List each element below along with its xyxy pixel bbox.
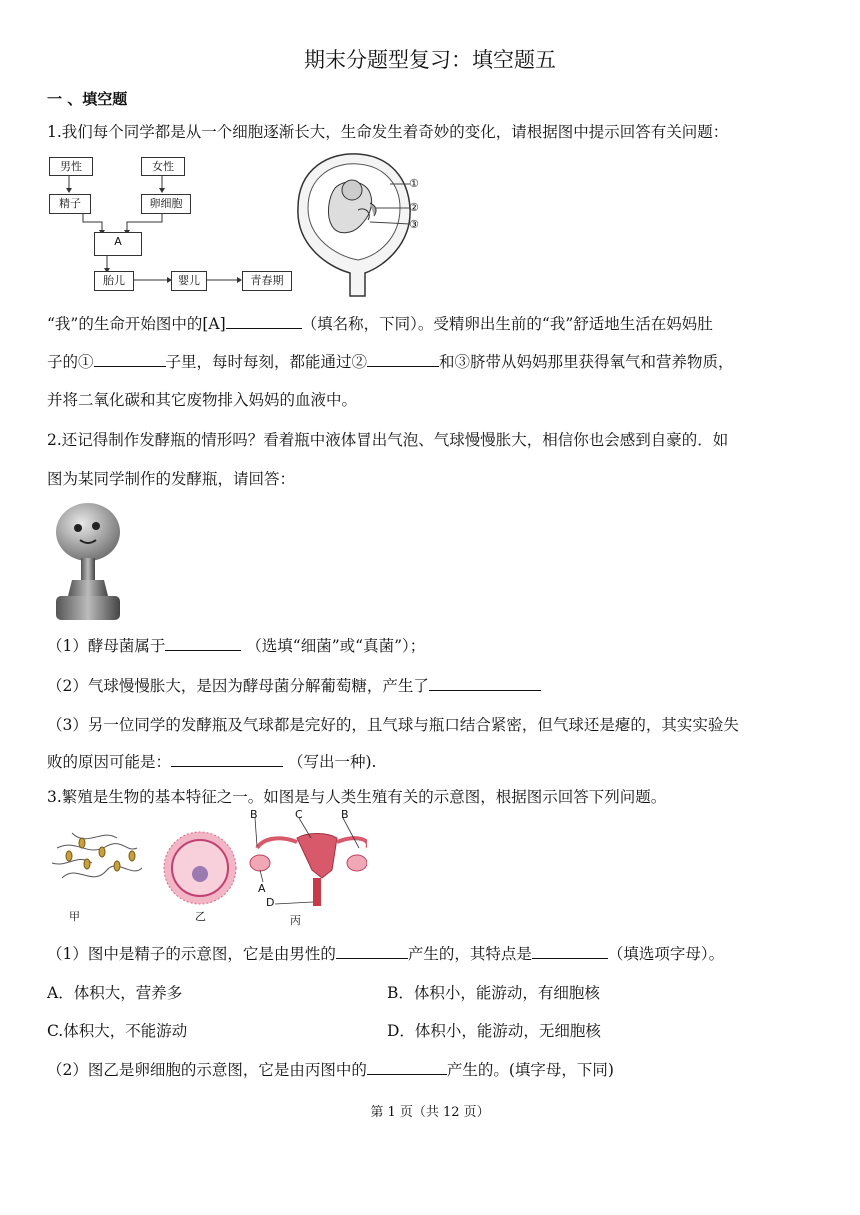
q1-blank-1 [94, 352, 166, 367]
q1-text-2a: 子的① [47, 353, 94, 371]
q3-text-2a: （2）图乙是卵细胞的示意图，它是由丙图中的 [47, 1061, 367, 1079]
q1-blank-a [226, 314, 302, 329]
q1-blank-2 [367, 352, 439, 367]
q2-text-1b: （选填“细菌”或“真菌”）； [241, 637, 426, 655]
q2-sub3: （3）另一位同学的发酵瓶及气球都是完好的，且气球与瓶口结合紧密，但气球还是瘪的，其实实验失 [47, 716, 739, 734]
q1-text-2c: 和③脐带从妈妈那里获得氧气和营养物质， [439, 353, 734, 371]
page-title: 期末分题型复习：填空题五 [304, 48, 556, 72]
q3-option-d: D．体积小，能游动，无细胞核 [387, 1022, 601, 1040]
q1-line2 [47, 350, 734, 372]
q2-text-2a: （2）气球慢慢胀大，是因为酵母菌分解葡萄糖，产生了 [47, 677, 429, 695]
q2-line1: 2.还记得制作发酵瓶的情形吗？看着瓶中液体冒出气泡、气球慢慢胀大，相信你也会感到自豪的．如 [47, 431, 729, 449]
uterus-label-1: ① [409, 177, 419, 190]
q3-text-1a: （1）图中是精子的示意图，它是由男性的 [47, 945, 336, 963]
q1-line3: 并将二氧化碳和其它废物排入妈妈的血液中。 [47, 391, 358, 409]
q2-blank-1 [165, 636, 241, 651]
reproduction-figure [47, 808, 367, 928]
fig-label-a: A [258, 882, 266, 895]
q2-text-4b: （写出一种). [283, 753, 377, 771]
flow-egg: 卵细胞 [141, 194, 191, 214]
q3-text-2b: 产生的。(填字母，下同) [446, 1061, 614, 1079]
q2-text-1a: （1）酵母菌属于 [47, 637, 166, 655]
flow-female: 女性 [141, 157, 185, 176]
q3-option-a: A．体积大，营养多 [47, 984, 183, 1002]
fermentation-bottle-drawing [50, 500, 126, 624]
q2-sub2 [47, 674, 541, 696]
fermentation-bottle-figure [50, 500, 126, 624]
page-footer: 第 1 页（共 12 页） [370, 1105, 490, 1120]
flow-baby: 婴儿 [171, 271, 207, 291]
flow-sperm: 精子 [49, 194, 91, 214]
q2-blank-2 [429, 676, 541, 691]
flow-fetus: 胎儿 [94, 271, 134, 291]
flow-a: A [94, 232, 142, 256]
q3-stem: 3.繁殖是生物的基本特征之一。如图是与人类生殖有关的示意图，根据图示回答下列问题。 [47, 788, 667, 806]
q3-text-1c: （填选项字母）。 [607, 945, 725, 963]
q1-text-1b: （填名称，下同）。受精卵出生前的“我”舒适地生活在妈妈肚 [301, 315, 713, 333]
fig-label-b-left: B [250, 808, 258, 821]
fig-label-bing: 丙 [290, 914, 301, 927]
q2-line2: 图为某同学制作的发酵瓶，请回答： [47, 470, 296, 488]
q1-text-2b: 子里，每时每刻，都能通过② [165, 353, 368, 371]
fig-label-jia: 甲 [69, 910, 80, 923]
uterus-label-3: ③ [409, 218, 419, 231]
flow-male: 男性 [49, 157, 93, 176]
q2-blank-3 [171, 752, 283, 767]
q3-sub2 [47, 1058, 614, 1080]
development-flowchart [47, 152, 297, 292]
q3-blank-2 [532, 944, 608, 959]
flow-puberty: 青春期 [242, 271, 292, 291]
reproduction-drawing [47, 808, 367, 928]
q1-line1 [47, 312, 713, 334]
fig-label-c: C [295, 808, 303, 821]
q1-text-1a: “我”的生命开始图中的[A] [47, 315, 226, 333]
uterus-label-2: ② [409, 201, 419, 214]
fig-label-yi: 乙 [195, 910, 206, 923]
fig-label-d: D [266, 896, 275, 909]
q2-sub1 [47, 634, 425, 656]
q3-text-1b: 产生的，其特点是 [407, 945, 532, 963]
q2-text-4a: 败的原因可能是： [47, 753, 172, 771]
q3-option-b: B．体积小，能游动，有细胞核 [387, 984, 600, 1002]
q3-blank-3 [367, 1060, 447, 1075]
fig-label-b-right: B [341, 808, 349, 821]
section-heading: 一 、填空题 [47, 90, 128, 108]
q2-sub4 [47, 750, 376, 772]
q3-option-c: C.体积大，不能游动 [47, 1022, 188, 1040]
q3-sub1 [47, 942, 724, 964]
uterus-fetus-figure [290, 148, 430, 300]
q3-blank-1 [336, 944, 408, 959]
q1-stem: 1.我们每个同学都是从一个细胞逐渐长大，生命发生着奇妙的变化，请根据图中提示回答有关问题： [47, 123, 729, 141]
